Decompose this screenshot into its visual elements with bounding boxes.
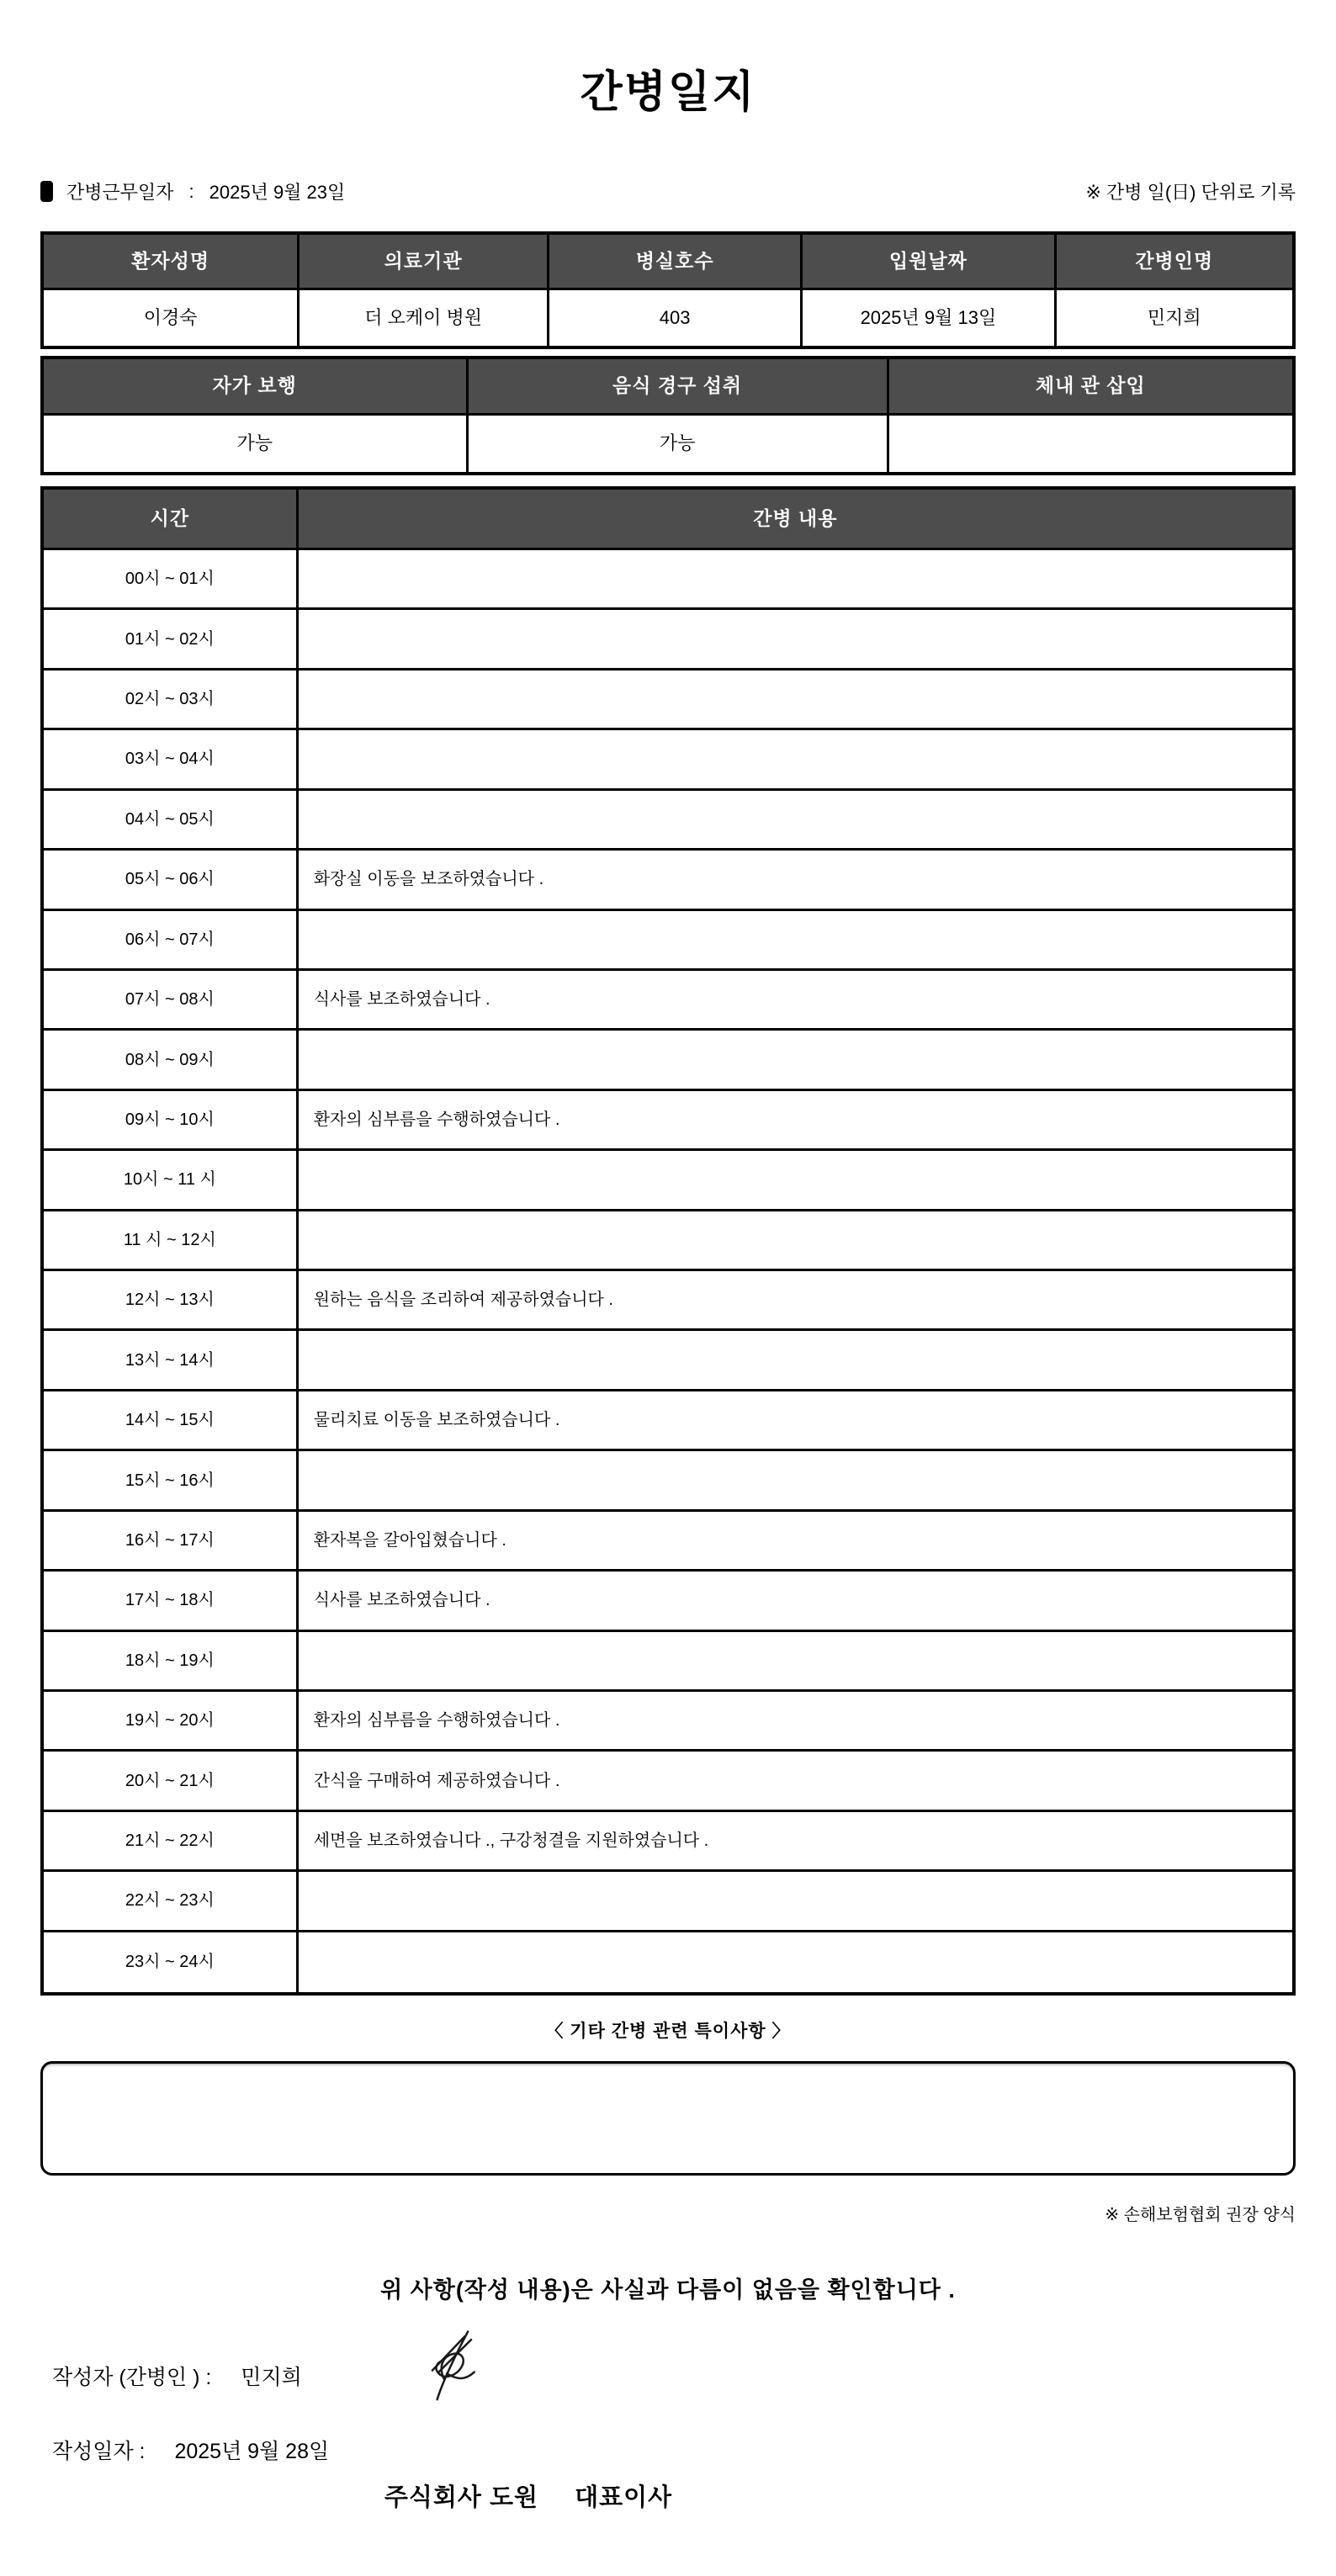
meta-row — [40, 178, 1296, 204]
work-date-value: 2025년 9월 23일 — [209, 182, 346, 203]
work-date-label: 간병근무일자 — [66, 182, 174, 203]
care-log-row — [44, 1692, 1292, 1752]
care-log-content: 물리치료 이동을 보조하였습니다 . — [299, 1391, 1292, 1451]
care-log-content: 식사를 보조하였습니다 . — [299, 1572, 1292, 1631]
care-log-content — [299, 730, 1292, 790]
care-log-row — [44, 1091, 1292, 1151]
care-log-content: 화장실 이동을 보조하였습니다 . — [299, 851, 1292, 910]
condition-table-header: 자가 보행 — [44, 359, 469, 416]
care-log-time: 00시 ~ 01시 — [44, 550, 299, 610]
care-log-row — [44, 1872, 1292, 1932]
care-log-time: 22시 ~ 23시 — [44, 1872, 299, 1932]
care-log-row — [44, 550, 1292, 610]
care-log-time: 08시 ~ 09시 — [44, 1031, 299, 1090]
care-log-content — [299, 1331, 1292, 1391]
care-log-row — [44, 1391, 1292, 1451]
care-log-content — [299, 1211, 1292, 1271]
care-log-time: 03시 ~ 04시 — [44, 730, 299, 790]
care-log-row — [44, 1211, 1292, 1271]
signature-scribble-icon — [414, 2322, 488, 2403]
care-log-time: 18시 ~ 19시 — [44, 1632, 299, 1692]
patient-table-value: 2025년 9월 13일 — [803, 290, 1056, 346]
care-log-content — [299, 1932, 1292, 1992]
care-log-content — [299, 671, 1292, 730]
care-log-row — [44, 851, 1292, 910]
care-log-time: 11 시 ~ 12시 — [44, 1211, 299, 1271]
writer-label: 작성자 (간병인 ) : — [52, 2366, 212, 2389]
care-log-row — [44, 610, 1292, 670]
content-column-header: 간병 내용 — [299, 490, 1292, 550]
patient-table-header: 의료기관 — [300, 235, 549, 290]
patient-table-header: 입원날짜 — [803, 235, 1056, 290]
care-log-table — [40, 486, 1296, 1996]
care-log-time: 02시 ~ 03시 — [44, 671, 299, 730]
write-date-line — [52, 2435, 329, 2465]
care-log-time: 23시 ~ 24시 — [44, 1932, 299, 1992]
care-log-content: 식사를 보조하였습니다 . — [299, 971, 1292, 1031]
page-title: 간병일지 — [580, 68, 756, 117]
patient-condition-table — [40, 356, 1296, 475]
care-log-row — [44, 791, 1292, 851]
care-log-row — [44, 730, 1292, 790]
patient-table-header: 병실호수 — [549, 235, 803, 290]
care-log-content: 세면을 보조하였습니다 ., 구강청결을 지원하였습니다 . — [299, 1812, 1292, 1872]
care-log-time: 15시 ~ 16시 — [44, 1451, 299, 1511]
care-log-row — [44, 1331, 1292, 1391]
care-log-time: 09시 ~ 10시 — [44, 1091, 299, 1151]
square-bullet-icon — [40, 181, 53, 202]
condition-table-value: 가능 — [44, 416, 469, 472]
company-name: 주식회사 도원 — [384, 2484, 539, 2511]
care-log-time: 13시 ~ 14시 — [44, 1331, 299, 1391]
care-log-content — [299, 1632, 1292, 1692]
care-log-content: 환자복을 갈아입혔습니다 . — [299, 1512, 1292, 1572]
writer-line — [52, 2361, 302, 2391]
company-line — [40, 2478, 1016, 2513]
care-log-time: 17시 ~ 18시 — [44, 1572, 299, 1631]
care-log-content — [299, 1151, 1292, 1211]
notes-section-title: 〈 기타 간병 관련 특이사항 〉 — [545, 2022, 791, 2041]
care-log-row — [44, 971, 1292, 1031]
care-log-time: 16시 ~ 17시 — [44, 1512, 299, 1572]
care-log-time: 20시 ~ 21시 — [44, 1752, 299, 1811]
care-log-row — [44, 1031, 1292, 1090]
confirmation-statement: 위 사항(작성 내용)은 사실과 다름이 없음을 확인합니다 . — [380, 2277, 956, 2303]
patient-table-value: 403 — [549, 290, 803, 346]
care-log-content — [299, 1031, 1292, 1090]
patient-table-value: 이경숙 — [44, 290, 300, 346]
care-log-rows — [44, 550, 1292, 1992]
patient-table-header: 환자성명 — [44, 235, 300, 290]
care-log-time: 10시 ~ 11 시 — [44, 1151, 299, 1211]
care-log-content — [299, 610, 1292, 670]
care-log-row — [44, 671, 1292, 730]
care-log-row — [44, 1932, 1292, 1992]
care-log-row — [44, 1752, 1292, 1811]
condition-table-value — [889, 416, 1292, 472]
care-log-content — [299, 911, 1292, 971]
form-recommendation-note: ※ 손해보험협회 권장 양식 — [1105, 2206, 1296, 2224]
care-log-time: 01시 ~ 02시 — [44, 610, 299, 670]
care-log-time: 21시 ~ 22시 — [44, 1812, 299, 1872]
care-log-content — [299, 1451, 1292, 1511]
care-log-row — [44, 1451, 1292, 1511]
care-log-time: 04시 ~ 05시 — [44, 791, 299, 851]
care-log-row — [44, 1151, 1292, 1211]
patient-condition-grid — [44, 359, 1292, 472]
care-log-content: 환자의 심부름을 수행하였습니다 . — [299, 1091, 1292, 1151]
patient-info-table — [40, 231, 1296, 349]
condition-table-header: 음식 경구 섭취 — [469, 359, 889, 416]
writer-name: 민지희 — [241, 2366, 302, 2389]
condition-table-header: 체내 관 삽입 — [889, 359, 1292, 416]
care-log-content — [299, 1872, 1292, 1932]
work-date-colon: : — [188, 180, 194, 202]
care-log-row — [44, 1572, 1292, 1631]
care-log-time: 14시 ~ 15시 — [44, 1391, 299, 1451]
patient-table-value: 더 오케이 병원 — [300, 290, 549, 346]
care-log-content: 원하는 음식을 조리하여 제공하였습니다 . — [299, 1271, 1292, 1331]
time-column-header: 시간 — [44, 490, 299, 550]
notes-box — [40, 2061, 1296, 2176]
work-date-line — [40, 178, 345, 204]
care-log-time: 19시 ~ 20시 — [44, 1692, 299, 1752]
care-log-content: 환자의 심부름을 수행하였습니다 . — [299, 1692, 1292, 1752]
care-log-time: 12시 ~ 13시 — [44, 1271, 299, 1331]
patient-table-value: 민지희 — [1147, 306, 1201, 328]
care-log-content — [299, 791, 1292, 851]
care-log-time: 05시 ~ 06시 — [44, 851, 299, 910]
ceo-title: 대표이사 — [575, 2484, 673, 2511]
care-log-row — [44, 911, 1292, 971]
care-log-row — [44, 1512, 1292, 1572]
care-log-time: 07시 ~ 08시 — [44, 971, 299, 1031]
care-log-header-row — [44, 490, 1292, 550]
write-date-label: 작성일자 : — [52, 2440, 146, 2463]
care-log-row — [44, 1632, 1292, 1692]
care-log-row — [44, 1271, 1292, 1331]
patient-table-header: 간병인명 — [1057, 235, 1292, 290]
patient-info-grid — [44, 235, 1292, 346]
care-log-row — [44, 1812, 1292, 1872]
write-date-value: 2025년 9월 28일 — [174, 2440, 330, 2463]
record-unit-note: ※ 간병 일(日) 단위로 기록 — [1085, 182, 1296, 203]
care-log-content: 간식을 구매하여 제공하였습니다 . — [299, 1752, 1292, 1811]
care-log-content — [299, 550, 1292, 610]
care-log-time: 06시 ~ 07시 — [44, 911, 299, 971]
condition-table-value: 가능 — [469, 416, 889, 472]
